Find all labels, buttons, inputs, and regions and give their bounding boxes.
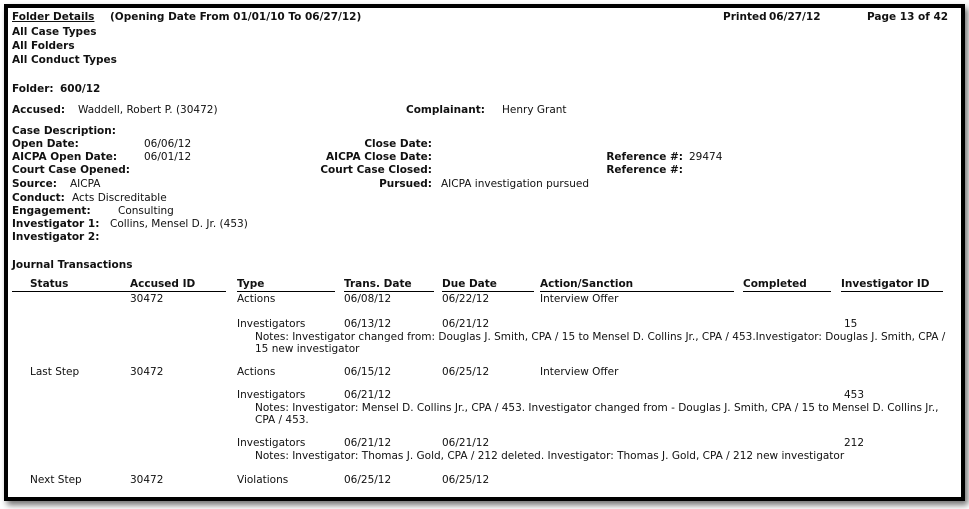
date-range: (Opening Date From 01/01/10 To 06/27/12) [110,11,362,23]
court-closed-label: Court Case Closed: [320,164,432,176]
table-row-cell: Next Step [30,474,82,486]
col-accused-id: Accused ID [130,278,226,292]
reference2-label: Reference #: [606,164,683,176]
printed-date: 06/27/12 [769,11,821,23]
table-row-cell: Investigators [237,437,306,449]
table-row-cell: 30472 [130,293,164,305]
table-row-cell: Violations [237,474,289,486]
investigator1-value: Collins, Mensel D. Jr. (453) [110,218,248,230]
conduct-label: Conduct: [12,192,65,204]
conduct-value: Acts Discreditable [72,192,167,204]
close-date-label: Close Date: [364,138,432,150]
report-frame [4,4,965,501]
source-label: Source: [12,178,57,190]
table-row-cell: 06/25/12 [344,474,392,486]
folder-value: 600/12 [60,83,101,95]
table-row-cell: 15 [844,318,858,330]
col-trans-date: Trans. Date [344,278,434,292]
col-completed: Completed [743,278,831,292]
col-action-sanction: Action/Sanction [540,278,734,292]
table-row-cell: 06/21/12 [442,318,490,330]
col-type: Type [237,278,335,292]
accused-value: Waddell, Robert P. (30472) [78,104,218,116]
col-due-date: Due Date [442,278,534,292]
printed-label: Printed [723,11,767,23]
engagement-label: Engagement: [12,205,91,217]
row-notes: Notes: Investigator: Mensel D. Collins Jr., CPA / 453. Investigator changed from - Douglas J. Smith, CPA / 15 to Mensel D. Collins Jr., CPA / 453. [255,402,939,426]
table-row-cell: 06/22/12 [442,293,490,305]
table-row-cell: 30472 [130,366,164,378]
aicpa-close-label: AICPA Close Date: [326,151,432,163]
pursued-label: Pursued: [379,178,432,190]
table-row-cell: 06/13/12 [344,318,392,330]
filter-folders: All Folders [12,40,75,52]
filter-conduct-types: All Conduct Types [12,54,117,66]
report-title: Folder Details [12,11,95,23]
table-row-cell: Interview Offer [540,293,619,305]
journal-title: Journal Transactions [12,259,133,271]
engagement-value: Consulting [118,205,174,217]
court-opened-label: Court Case Opened: [12,164,130,176]
table-row-cell: 06/21/12 [344,389,392,401]
investigator1-label: Investigator 1: [12,218,100,230]
table-row-cell: Last Step [30,366,80,378]
col-status: Status [12,278,140,292]
row-notes: Notes: Investigator: Thomas J. Gold, CPA / 212 deleted. Investigator: Thomas J. Gold, CPA / 212 new investigator [255,450,845,462]
col-investigator-id: Investigator ID [841,278,943,292]
table-row-cell: 06/15/12 [344,366,392,378]
table-row-cell: Actions [237,366,276,378]
table-row-cell: 212 [844,437,865,449]
table-row-cell: 06/25/12 [442,366,490,378]
accused-label: Accused: [12,104,66,116]
folder-label: Folder: [12,83,54,95]
aicpa-open-label: AICPA Open Date: [12,151,118,163]
table-row-cell: 06/21/12 [344,437,392,449]
open-date-value: 06/06/12 [144,138,192,150]
source-value: AICPA [70,178,101,190]
reference-value: 29474 [689,151,723,163]
page-number: Page 13 of 42 [867,11,949,23]
table-row-cell: Actions [237,293,276,305]
filter-case-types: All Case Types [12,26,97,38]
table-row-cell: 06/08/12 [344,293,392,305]
table-row-cell: Investigators [237,389,306,401]
table-row-cell: 06/21/12 [442,437,490,449]
open-date-label: Open Date: [12,138,79,150]
pursued-value: AICPA investigation pursued [441,178,589,190]
table-row-cell: 30472 [130,474,164,486]
table-row-cell: 06/25/12 [442,474,490,486]
reference-label: Reference #: [606,151,683,163]
table-row-cell: Investigators [237,318,306,330]
investigator2-label: Investigator 2: [12,231,100,243]
aicpa-open-value: 06/01/12 [144,151,192,163]
complainant-value: Henry Grant [502,104,567,116]
case-description-label: Case Description: [12,125,116,137]
complainant-label: Complainant: [406,104,485,116]
table-row-cell: Interview Offer [540,366,619,378]
table-row-cell: 453 [844,389,865,401]
row-notes: Notes: Investigator changed from: Douglas J. Smith, CPA / 15 to Mensel D. Collins Jr., CPA / 453.Investigator: Douglas J. Smith, CPA / 15 new investigator [255,331,946,355]
